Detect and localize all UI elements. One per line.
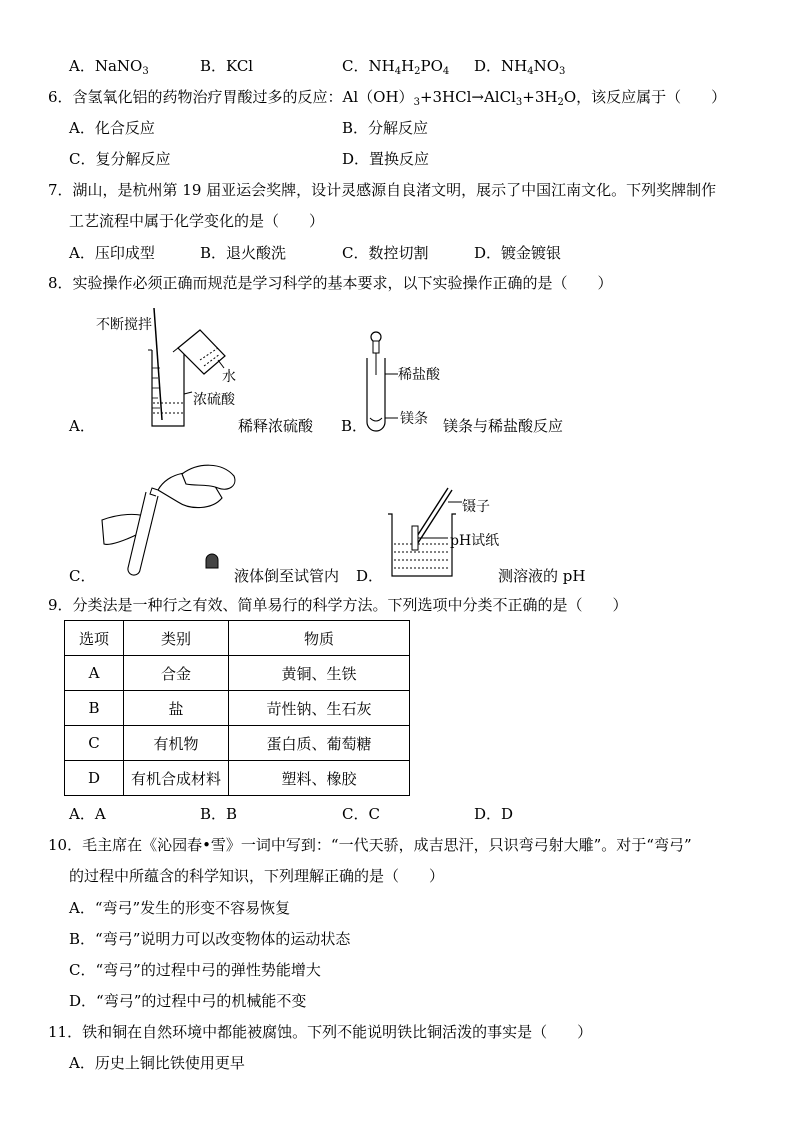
table-cell: 盐 bbox=[124, 691, 229, 726]
q8-option-a-letter: A． bbox=[69, 417, 95, 435]
q5-option-a: A．NaNO$_3$ bbox=[69, 57, 149, 77]
q6-stem: 6．含氢氧化铝的药物治疗胃酸过多的反应：$Al(OH)_3+3HCl\to AlCl_3+3H_2O$，该反应属于（ ） bbox=[48, 88, 727, 108]
q8-option-a-caption: 稀释浓硫酸 bbox=[238, 417, 314, 435]
q6-option-b: B．分解反应 bbox=[342, 119, 429, 137]
q9-option-a: A．A bbox=[69, 805, 106, 823]
q8-c-figure bbox=[98, 462, 248, 582]
q10-option-b: B．“弯弓”说明力可以改变物体的运动状态 bbox=[69, 930, 351, 948]
q5-option-b: B．KCl bbox=[200, 57, 254, 75]
table-cell: C bbox=[65, 726, 124, 761]
q9-table bbox=[64, 620, 410, 796]
q11-option-a: A．历史上铜比铁使用更早 bbox=[69, 1054, 245, 1072]
table-row bbox=[65, 761, 410, 796]
q8-b-label-hcl: 稀盐酸 bbox=[398, 367, 440, 383]
q10-option-d: D．“弯弓”的过程中弓的机械能不变 bbox=[69, 992, 307, 1010]
q5-option-d: D．$NH_4NO_3$ bbox=[474, 57, 566, 77]
table-cell: 黄铜、生铁 bbox=[229, 656, 410, 691]
table-header-cell: 类别 bbox=[124, 621, 229, 656]
q9-option-b: B．B bbox=[200, 805, 238, 823]
q9-stem: 9．分类法是一种行之有效、简单易行的科学方法。下列选项中分类不正确的是（ ） bbox=[48, 596, 628, 614]
q10-stem-line2: 的过程中所蕴含的科学知识，下列理解正确的是（ ） bbox=[69, 867, 445, 885]
table-row bbox=[65, 726, 410, 761]
table-cell: A bbox=[65, 656, 124, 691]
q7-option-a: A．压印成型 bbox=[69, 244, 155, 262]
table-header-cell: 选项 bbox=[65, 621, 124, 656]
q8-a-label-water: 水 bbox=[222, 369, 236, 385]
q8-option-c-letter: C． bbox=[69, 567, 96, 585]
table-cell: 合金 bbox=[124, 656, 229, 691]
q5-option-c: C．$NH_4H_2PO_4$ bbox=[342, 57, 450, 77]
q8-b-figure bbox=[364, 330, 404, 435]
q9-option-c: C．C bbox=[342, 805, 380, 823]
q8-d-label-tweezers: 镊子 bbox=[462, 499, 490, 515]
q8-d-label-paper: pH试纸 bbox=[450, 533, 500, 549]
q8-stem: 8．实验操作必须正确而规范是学习科学的基本要求，以下实验操作正确的是（ ） bbox=[48, 274, 613, 292]
table-cell: D bbox=[65, 761, 124, 796]
table-cell: 有机合成材料 bbox=[124, 761, 229, 796]
q8-option-c-caption: 液体倒至试管内 bbox=[234, 567, 340, 585]
q8-option-d-caption: 测溶液的 pH bbox=[498, 567, 586, 585]
q11-stem: 11．铁和铜在自然环境中都能被腐蚀。下列不能说明铁比铜活泼的事实是（ ） bbox=[48, 1023, 593, 1041]
q8-b-label-mg: 镁条 bbox=[400, 411, 428, 427]
q6-option-c: C．复分解反应 bbox=[69, 150, 171, 168]
table-row bbox=[65, 656, 410, 691]
table-cell: 蛋白质、葡萄糖 bbox=[229, 726, 410, 761]
q6-option-d: D．置换反应 bbox=[342, 150, 430, 168]
q8-option-b-letter: B． bbox=[341, 417, 368, 435]
q7-option-b: B．退火酸洗 bbox=[200, 244, 287, 262]
table-cell: 塑料、橡胶 bbox=[229, 761, 410, 796]
table-row bbox=[65, 691, 410, 726]
q8-a-figure bbox=[140, 308, 240, 433]
q8-option-d-letter: D． bbox=[356, 567, 384, 585]
q10-stem-line1: 10．毛主席在《沁园春•雪》一词中写到：“一代天骄，成吉思汗，只识弯弓射大雕”。对于“弯弓” bbox=[48, 836, 692, 854]
q8-a-label-stir: 不断搅拌 bbox=[96, 317, 152, 333]
q6-option-a: A．化合反应 bbox=[69, 119, 155, 137]
q7-option-d: D．镀金镀银 bbox=[474, 244, 562, 262]
table-header-cell: 物质 bbox=[229, 621, 410, 656]
q7-stem-line2: 工艺流程中属于化学变化的是（ ） bbox=[69, 212, 325, 230]
table-cell: 苛性钠、生石灰 bbox=[229, 691, 410, 726]
q8-option-b-caption: 镁条与稀盐酸反应 bbox=[443, 417, 564, 435]
q10-option-c: C．“弯弓”的过程中弓的弹性势能增大 bbox=[69, 961, 321, 979]
table-header-row bbox=[65, 621, 410, 656]
q8-d-figure bbox=[386, 486, 466, 582]
q7-option-c: C．数控切割 bbox=[342, 244, 429, 262]
q8-a-label-acid: 浓硫酸 bbox=[193, 392, 235, 408]
q9-option-d: D．D bbox=[474, 805, 514, 823]
q7-stem-line1: 7．湖山，是杭州第 19 届亚运会奖牌，设计灵感源自良渚文明，展示了中国江南文化。下列奖牌制作 bbox=[48, 181, 717, 199]
q10-option-a: A．“弯弓”发生的形变不容易恢复 bbox=[69, 899, 291, 917]
table-cell: B bbox=[65, 691, 124, 726]
table-cell: 有机物 bbox=[124, 726, 229, 761]
